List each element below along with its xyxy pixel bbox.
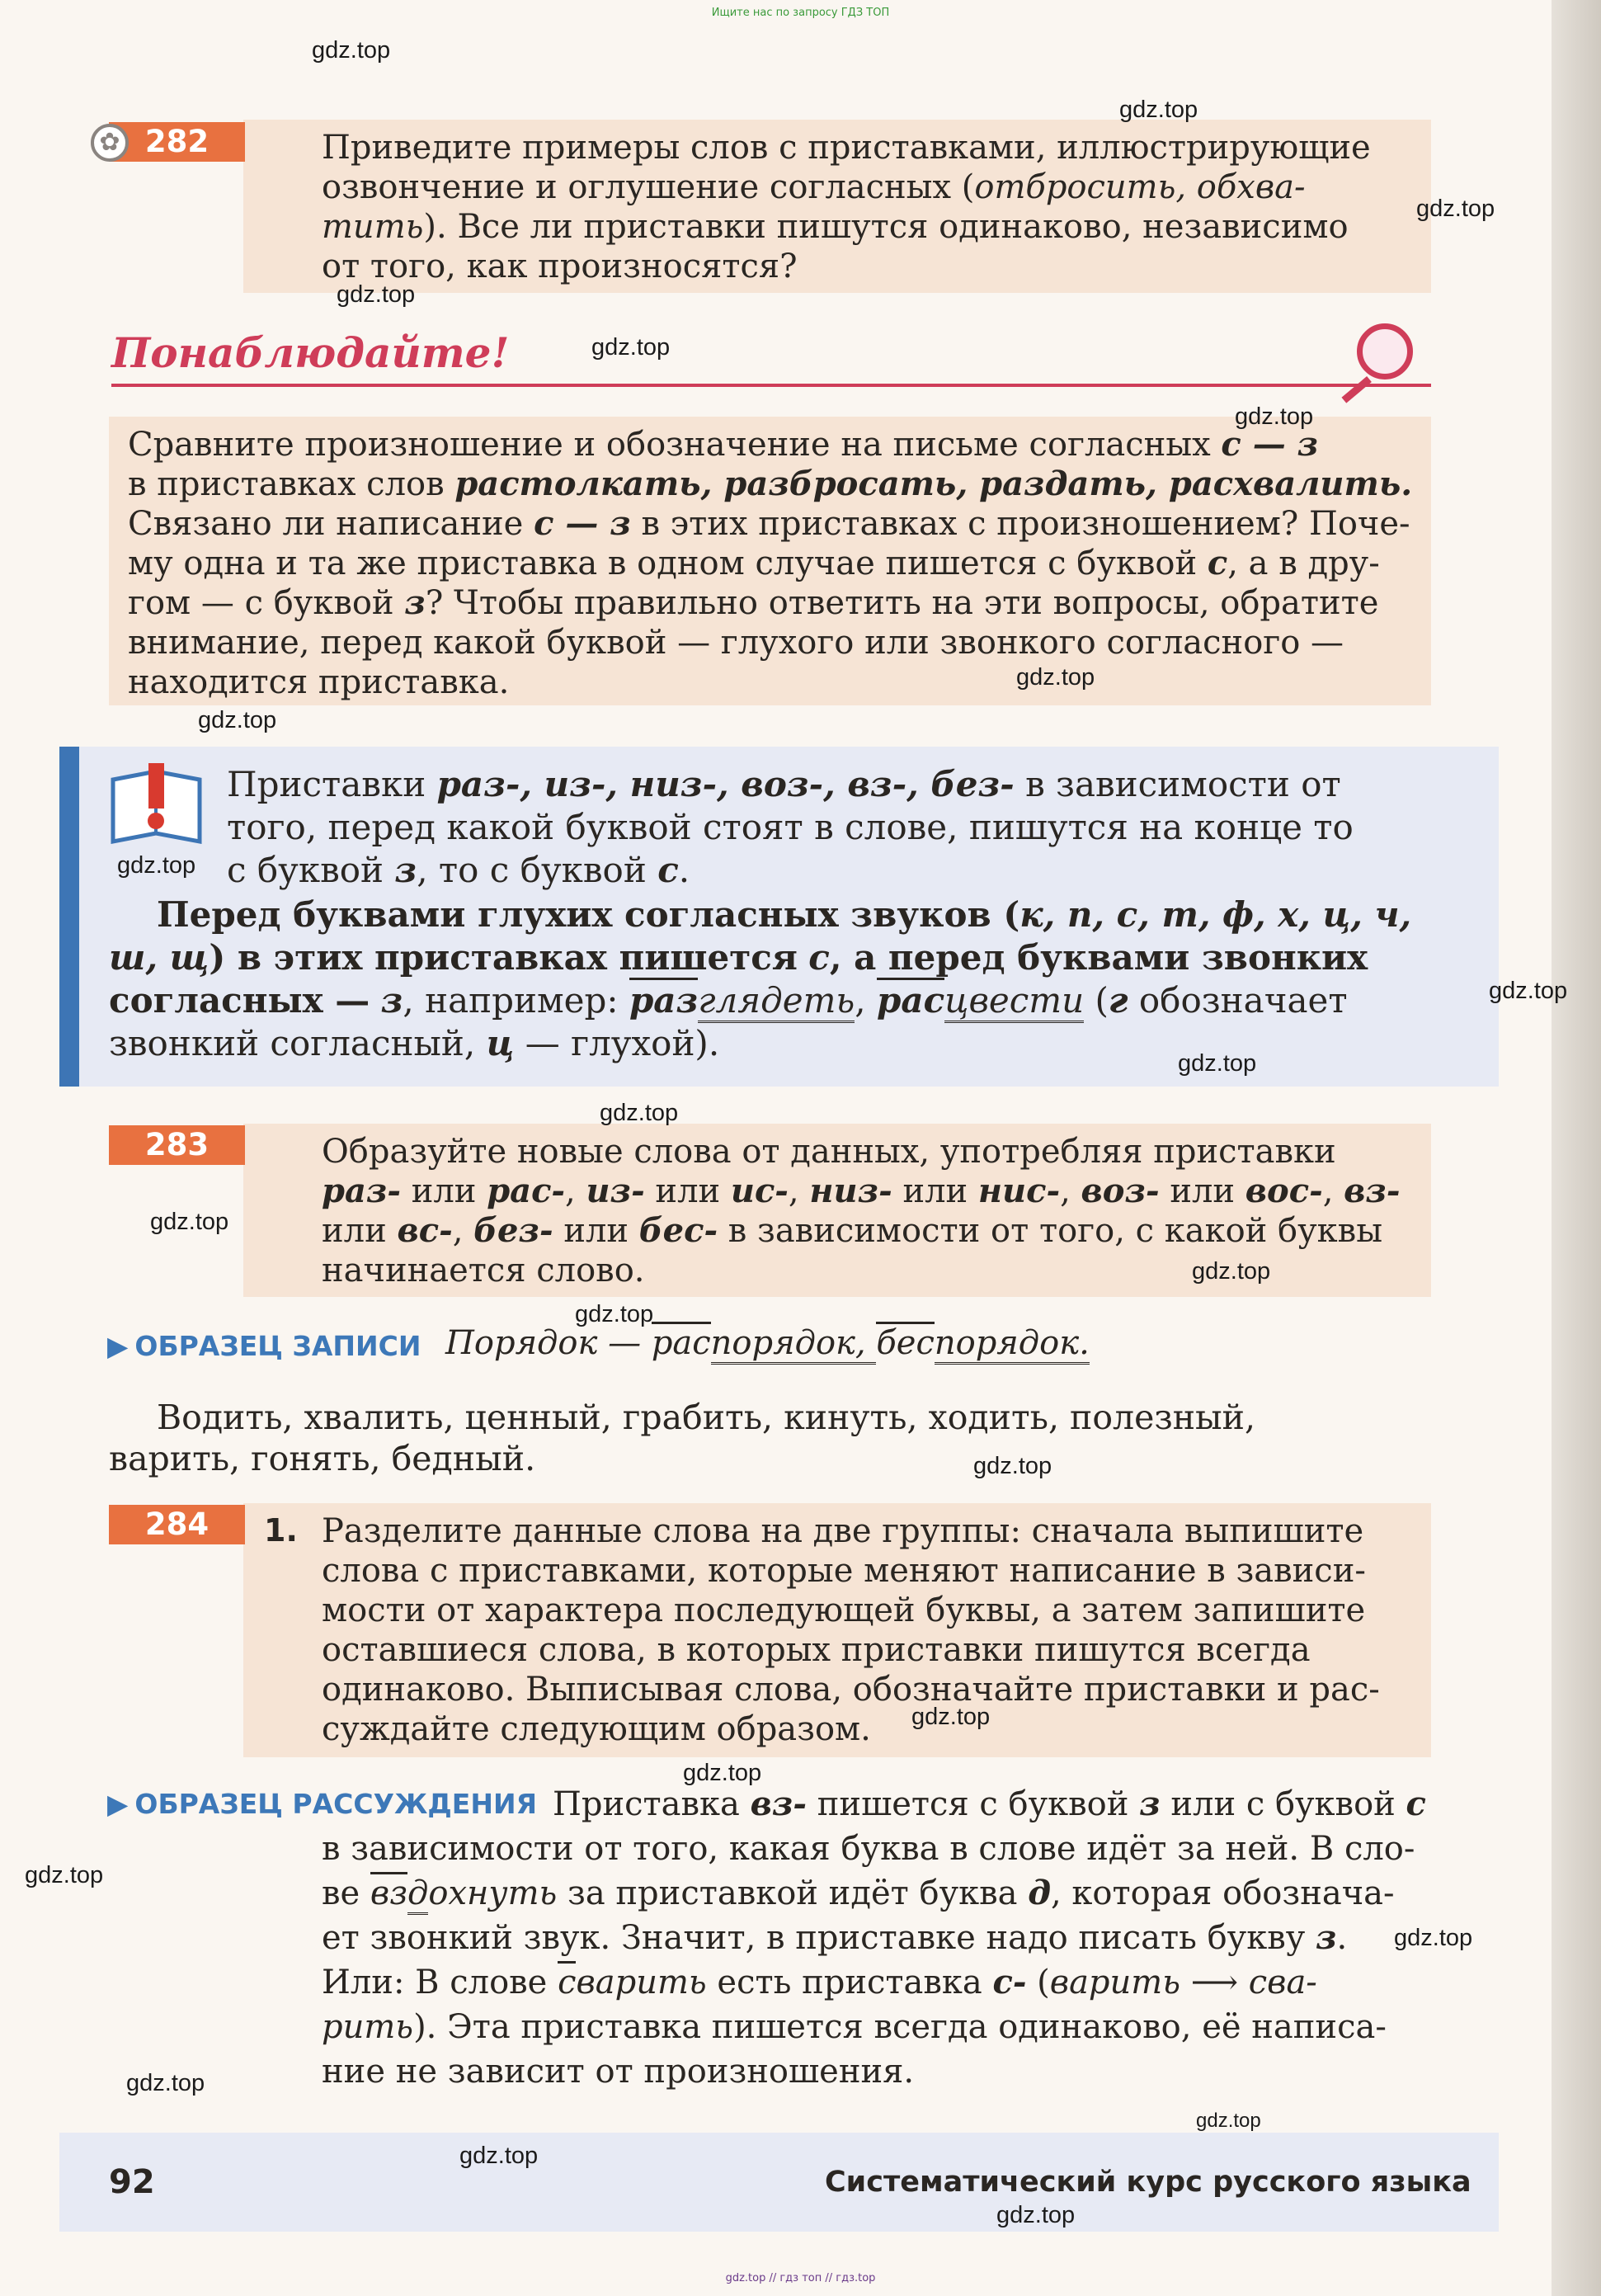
exercise-282-text bbox=[322, 128, 1410, 286]
item-number: 1. bbox=[264, 1512, 298, 1549]
arrow-icon: ⟶ bbox=[1190, 1964, 1239, 2001]
text-line: тить). Все ли приставки пишутся одинаково, независимо bbox=[322, 208, 1349, 246]
text-line: внимание, перед какой буквой — глухого или звонкого согласного — bbox=[128, 624, 1344, 662]
text-line: слова с приставками, которые меняют написание в зависи- bbox=[322, 1552, 1366, 1590]
text-line: Водить, хвалить, ценный, грабить, кинуть, ходить, полезный, bbox=[157, 1398, 1256, 1437]
exercise-283-words bbox=[109, 1397, 1431, 1479]
page-edge-shadow bbox=[1552, 0, 1601, 2296]
text-line: варить, гонять, бедный. bbox=[109, 1439, 536, 1478]
observe-text bbox=[128, 425, 1415, 702]
text-line: Сравните произношение и обозначение на письме согласных с — з bbox=[128, 425, 1319, 464]
text-line: Образуйте новые слова от данных, употребляя приставки bbox=[322, 1133, 1336, 1171]
text-line: в приставках слов растолкать, разбросать, раздать, расхвалить. bbox=[128, 464, 1413, 503]
text-line: того, перед какой буквой стоят в слове, пишутся на конце то bbox=[227, 807, 1354, 847]
sample-label: ▶ ОБРАЗЕЦ ЗАПИСИ bbox=[107, 1330, 421, 1362]
rule-text-1 bbox=[227, 763, 1431, 892]
watermark: gdz.top bbox=[1192, 1258, 1271, 1285]
text-line: звонкий согласный, ц — глухой). bbox=[109, 1023, 720, 1063]
text-line: одинаково. Выписывая слова, обозначайте приставки и рас- bbox=[322, 1671, 1380, 1709]
text-line: или вс-, без- или бес- в зависимости от того, с какой буквы bbox=[322, 1211, 1383, 1250]
watermark: gdz.top bbox=[25, 1862, 104, 1888]
page-number: 92 bbox=[109, 2163, 155, 2201]
text-line: оставшиеся слова, в которых приставки пишутся всегда bbox=[322, 1631, 1311, 1669]
star-icon: ✿ bbox=[91, 124, 129, 162]
top-banner-note: Ищите нас по запросу ГДЗ ТОП bbox=[711, 7, 890, 19]
exercise-283-number: 283 bbox=[109, 1125, 245, 1165]
observe-heading: Понаблюдайте! bbox=[111, 328, 510, 377]
watermark: gdz.top bbox=[683, 1760, 762, 1786]
book-exclamation-icon bbox=[109, 763, 204, 846]
course-title: Систематический курс русского языка bbox=[825, 2166, 1472, 2199]
text-line: му одна и та же приставка в одном случае пишется с буквой с, а в дру- bbox=[128, 544, 1380, 582]
observe-divider bbox=[111, 384, 1431, 387]
watermark: gdz.top bbox=[1119, 97, 1198, 123]
rule-text-2 bbox=[109, 893, 1431, 1065]
text-line: суждайте следующим образом. bbox=[322, 1710, 871, 1748]
text-line: ш, щ) в этих приставках пишется с, а перед буквами звонких bbox=[109, 937, 1368, 978]
watermark: gdz.top bbox=[1394, 1925, 1473, 1951]
watermark: gdz.top bbox=[973, 1453, 1052, 1479]
text-line: Связано ли написание с — з в этих приставках с произношением? Поче- bbox=[128, 504, 1410, 543]
reason-first-line: Приставка вз- пишется с буквой з или с буквой с bbox=[553, 1784, 1426, 1823]
watermark: gdz.top bbox=[591, 334, 671, 361]
watermark: gdz.top bbox=[337, 281, 416, 308]
watermark: gdz.top bbox=[1416, 196, 1495, 222]
text-line: Разделите данные слова на две группы: сначала выпишите bbox=[322, 1512, 1364, 1550]
text-line: озвончение и оглушение согласных (отбросить, обхва- bbox=[322, 168, 1306, 206]
bottom-banner-note: gdz.top // гдз топ // гдз.top bbox=[725, 2272, 876, 2284]
text-line: раз- или рас-, из- или ис-, низ- или нис-, воз- или вос-, вз- bbox=[322, 1172, 1401, 1210]
text-line: находится приставка. bbox=[128, 663, 510, 701]
watermark: gdz.top bbox=[117, 852, 196, 879]
watermark: gdz.top bbox=[1178, 1050, 1257, 1077]
text-line: с буквой з, то с буквой с. bbox=[227, 850, 690, 890]
exercise-282-number: 282 bbox=[109, 122, 245, 162]
text-line: ве вздохнуть за приставкой идёт буква д, которая обознача- bbox=[322, 1871, 1431, 1916]
text-line: Приставки раз-, из-, низ-, воз-, вз-, без- в зависимости от bbox=[227, 764, 1341, 804]
magnifier-icon bbox=[1357, 323, 1413, 380]
text-line: Приведите примеры слов с приставками, иллюстрирующие bbox=[322, 129, 1371, 167]
watermark: gdz.top bbox=[198, 707, 277, 733]
sample-text: Порядок — распорядок, беспорядок. bbox=[445, 1323, 1090, 1363]
watermark: gdz.top bbox=[312, 37, 391, 64]
text-line: Перед буквами глухих согласных звуков (к, п, с, т, ф, х, ц, ч, bbox=[157, 894, 1412, 935]
text-line: ет звонкий звук. Значит, в приставке надо писать букву з. bbox=[322, 1918, 1348, 1957]
watermark: gdz.top bbox=[1016, 664, 1095, 691]
exercise-284-text bbox=[322, 1511, 1410, 1749]
text-line: от того, как произносятся? bbox=[322, 248, 798, 285]
text-line: мости от характера последующей буквы, а затем запишите bbox=[322, 1591, 1366, 1629]
watermark: gdz.top bbox=[600, 1100, 679, 1126]
reason-text bbox=[322, 1827, 1431, 2094]
text-line: в зависимости от того, какая буква в слове идёт за ней. В сло- bbox=[322, 1830, 1415, 1868]
watermark: gdz.top bbox=[1235, 403, 1314, 430]
text-line: ние не зависит от произношения. bbox=[322, 2053, 915, 2091]
watermark: gdz.top bbox=[459, 2143, 539, 2169]
watermark: gdz.top bbox=[150, 1209, 229, 1235]
text-line: гом — с буквой з? Чтобы правильно ответить на эти вопросы, обратите bbox=[128, 583, 1379, 622]
reason-label: ▶ ОБРАЗЕЦ РАССУЖДЕНИЯ bbox=[107, 1788, 537, 1820]
watermark: gdz.top bbox=[911, 1704, 991, 1730]
watermark: gdz.top bbox=[996, 2202, 1076, 2228]
watermark: gdz.top bbox=[1196, 2110, 1261, 2132]
exercise-284-number: 284 bbox=[109, 1505, 245, 1544]
text-line: рить). Эта приставка пишется всегда одинаково, её написа- bbox=[322, 2008, 1387, 2046]
watermark: gdz.top bbox=[575, 1301, 654, 1327]
text-line: начинается слово. bbox=[322, 1252, 645, 1289]
text-line: Или: В слове сварить есть приставка с- (варить ⟶ сва- bbox=[322, 1963, 1317, 2001]
watermark: gdz.top bbox=[126, 2070, 205, 2096]
rule-bar bbox=[59, 747, 79, 1087]
text-line: согласных — з, например: разглядеть, расцвести (г обозначает bbox=[109, 979, 1431, 1022]
watermark: gdz.top bbox=[1489, 978, 1568, 1004]
